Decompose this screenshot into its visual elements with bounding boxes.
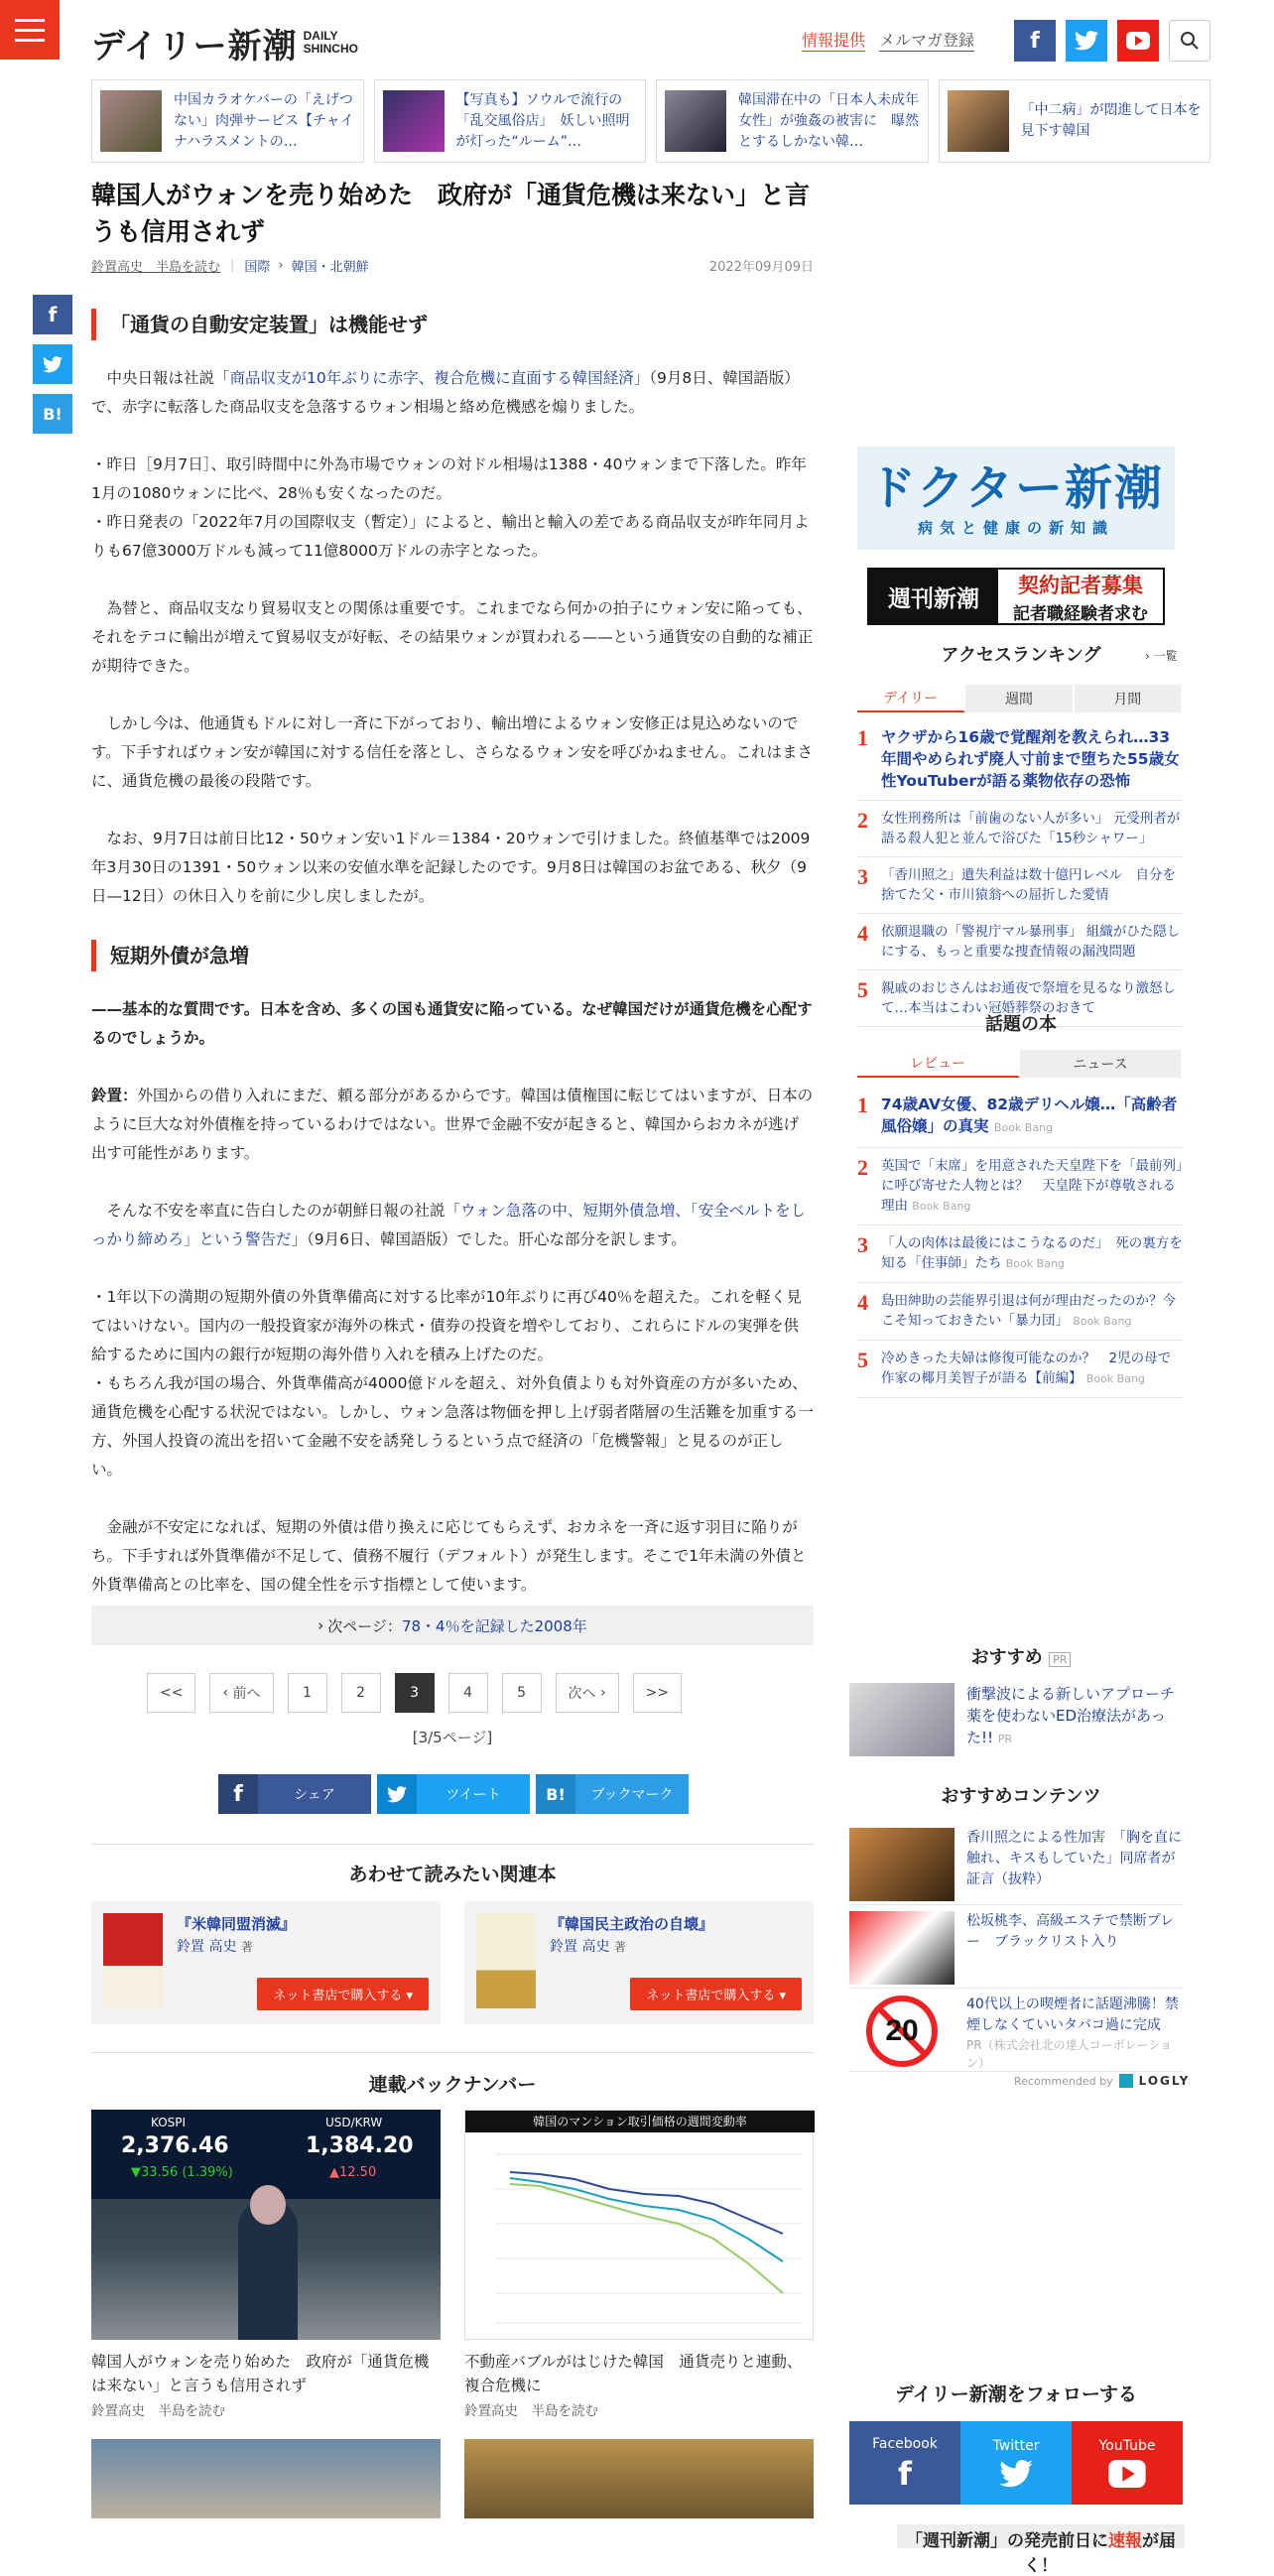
topic-books-title: 話題の本 (985, 1014, 1057, 1035)
facebook-icon[interactable]: f (1014, 20, 1056, 62)
search-icon[interactable] (1169, 20, 1210, 62)
tab-monthly[interactable]: 月間 (1075, 685, 1183, 712)
tab-review[interactable]: レビュー (857, 1050, 1020, 1078)
facebook-share-button[interactable]: f シェア (218, 1774, 371, 1814)
paragraph: 為替と、商品収支なり貿易収支との関係は重要です。これまでなら何かの拍子にウォン安に陥っても、それをテコに輸出が増えて貿易収支が好転、その結果ウォンが買われる——という通貨安の自動的な補正が期待できた。 (91, 599, 814, 675)
follow-twitter-button[interactable]: Twitter (960, 2421, 1072, 2505)
book-title[interactable]: 『米韓同盟消滅』 (177, 1915, 297, 1933)
source-link[interactable]: ウォン急落の中、短期外債急増、「安全ベルトをしっかり締めろ」という警告だ (91, 1202, 807, 1248)
book-item[interactable]: 5 冷めきった夫婦は修復可能なのか？ 2児の母で作家の椰月美智子が語る【前編】 Book Bang (857, 1341, 1183, 1398)
buy-button[interactable]: ネット書店で購入する ▾ (630, 1978, 802, 2010)
backnumber-image (91, 2439, 441, 2518)
recommend-title: おすすめ PR (857, 1643, 1185, 1669)
top-card[interactable] (91, 79, 364, 163)
backnumber-author: 鈴置高史 半島を読む (91, 2403, 225, 2419)
question: ——基本的な質問です。日本を含め、多くの国も通貨安に陥っている。なぜ韓国だけが通貨危機を心配するのでしょうか。 (91, 1000, 813, 1047)
backnumber-title: 連載バックナンバー (368, 2074, 537, 2096)
ranking-title: アクセスランキング (941, 645, 1101, 666)
twitter-icon (999, 2460, 1033, 2488)
chevron-right-icon: › (1145, 649, 1154, 663)
topic-books-list (857, 1086, 1183, 1398)
hatena-bookmark-button[interactable]: B! ブックマーク (536, 1774, 689, 1814)
book-title[interactable]: 『韓国民主政治の自壊』 (550, 1915, 714, 1933)
paragraph: ・昨日［9月7日］、取引時間中に外為市場でウォンの対ドル相場は1388・40ウォンまで下落した。昨年1月の1080ウォンに比べ、28％も安くなったのだ。 (91, 455, 807, 502)
book-cover[interactable] (103, 1913, 163, 2008)
subcategory-link[interactable]: 韓国・北朝鮮 (291, 260, 369, 275)
recruitment-banner[interactable]: 週刊新潮 契約記者募集 記者職経験者求む (867, 568, 1165, 625)
ranking-list (857, 718, 1183, 1027)
facebook-icon: f (898, 2455, 912, 2493)
twitter-share-button[interactable]: ツイート (377, 1774, 530, 1814)
recommend-item[interactable]: 衝撃波による新しいアプローチ 薬を使わないED治療法があった!! PR (849, 1683, 1183, 1756)
book-cover[interactable] (476, 1913, 536, 2008)
twitter-icon (377, 1774, 417, 1814)
next-page-title[interactable]: 78・4％を記録した2008年 (401, 1616, 587, 1635)
youtube-icon[interactable] (1117, 20, 1159, 62)
tab-news[interactable]: ニュース (1020, 1050, 1183, 1078)
follow-facebook-button[interactable]: Facebook f (849, 2421, 960, 2505)
content-thumb (849, 1828, 955, 1901)
backnumber-item[interactable] (464, 2110, 814, 2419)
paragraph: ・もちろん我が国の場合、外貨準備高が4000億ドルを超え、対外負債よりも対外資産の方が多いため、通貨危機を心配する状況ではない。しかし、ウォン急落は物価を押し上げ弱者階層の生活難を加重する一方、外国人投資の流出を招いて金融不安を誘発しうるという点で経済の「危機警報」と見るのが正しい。 (91, 1374, 814, 1479)
article-body (91, 303, 814, 1628)
chevron-right-icon: › (318, 1616, 324, 1634)
source-link[interactable]: 商品収支が10年ぶりに赤字、複合危機に直面する韓国経済 (229, 369, 634, 387)
recommended-content-title: おすすめコンテンツ (941, 1786, 1101, 1807)
youtube-icon (1107, 2460, 1147, 2488)
hatena-bookmark-icon[interactable]: B! (33, 394, 72, 434)
prev-page-button[interactable]: ‹ 前へ (209, 1673, 273, 1713)
top-card-title: 「中二病」が悶進して日本を見下す韓国 (1020, 102, 1202, 139)
content-thumb (849, 1995, 955, 2068)
follow-title: デイリー新潮をフォローする (895, 2383, 1137, 2405)
book-item[interactable]: 1 74歳AV女優、82歳デリヘル嬢…「高齢者風俗嬢」の真実 Book Bang (857, 1086, 1183, 1148)
chevron-left-icon: ‹ (222, 1685, 233, 1701)
chevron-right-icon: › (595, 1685, 606, 1701)
menu-button[interactable] (0, 0, 60, 60)
section-heading: 短期外債が急増 (91, 940, 814, 971)
page-2[interactable]: 2 (341, 1673, 381, 1713)
answer: 鈴置：外国からの借り入れにまだ、頼る部分があるからです。韓国は債権国に転じてはいますが、日本のように巨大な対外債権を持っているわけではない。世界で金融不安が起きると、韓国からおカネが逃げ出す可能性があります。 (91, 1087, 814, 1162)
content-item[interactable]: 松坂桃李、高級エステで禁断プレー ブラックリスト入り (849, 1909, 1183, 1989)
content-item[interactable]: 20 40代以上の喫煙者に話題沸騰！禁煙しなくていいタバコ過に完成 PR（株式会社北の達人コーポレーション） (849, 1993, 1183, 2072)
paragraph: そんな不安を率直に告白したのが朝鮮日報の社説「ウォン急落の中、短期外債急増、「安全ベルトをしっかり締めろ」という警告だ」（9月6日、韓国語版）でした。肝心な部分を訳します。 (91, 1202, 807, 1248)
top-card[interactable] (656, 79, 929, 163)
backnumber-image: KOSPI 2,376.46 ▼33.56 (1.39%) USD/KRW 1,384.20 ▲12.50 (91, 2110, 441, 2340)
twitter-share-icon[interactable] (33, 344, 72, 384)
book-item[interactable]: 3 「人の肉体は最後にはこうなるのだ」 死の裏方を知る「住事師」たち Book Bang (857, 1225, 1183, 1283)
ranking-more-link[interactable]: › 一覧 (1145, 649, 1178, 663)
top-card[interactable] (374, 79, 647, 163)
series-link[interactable]: 鈴置高史 半島を読む (91, 260, 221, 275)
recommend-thumb (849, 1683, 955, 1756)
top-card-thumb (948, 90, 1009, 152)
first-page-button[interactable]: << (147, 1673, 195, 1713)
page-4[interactable]: 4 (448, 1673, 488, 1713)
next-page-button[interactable]: 次へ › (556, 1673, 619, 1713)
caret-down-icon: ▾ (779, 1989, 786, 2003)
doctor-shincho-banner[interactable]: ドクター新潮 病気と健康の新知識 (857, 447, 1175, 550)
newsletter-link[interactable]: メルマガ登録 (879, 28, 974, 52)
paragraph: ・昨日発表の「2022年7月の国際収支（暫定）」によると、輸出と輸入の差である商品収支が昨年同月よりも67億3000万ドルも減って11億8000万ドルの赤字となった。 (91, 513, 810, 560)
backnumber-headline[interactable]: 不動産バブルがはじけた韓国 通貨売りと連動、複合危機に (464, 2353, 803, 2394)
backnumber-item[interactable] (91, 2439, 441, 2518)
page-5[interactable]: 5 (502, 1673, 542, 1713)
twitter-icon[interactable] (1066, 20, 1107, 62)
tab-daily[interactable]: デイリー (857, 685, 965, 712)
category-link[interactable]: 国際 (244, 260, 271, 275)
ranking-item[interactable]: 1 ヤクザから16歳で覚醒剤を教えられ…33年間やめられず廃人寸前まで堕ちた55歳女性YouTuberが語る薬物依存の恐怖 (857, 718, 1183, 801)
caret-down-icon: ▾ (406, 1989, 413, 2003)
top-card-thumb (100, 90, 162, 152)
logo-en: DAILY SHINCHO (303, 29, 358, 56)
article-date: 2022年09月09日 (708, 260, 814, 275)
logly-icon (1119, 2074, 1133, 2088)
related-book (91, 1901, 441, 2024)
recommended-by: Recommended by LOGLY (1014, 2074, 1191, 2088)
paragraph: しかし今は、他通貨もドルに対し一斉に下がっており、輸出増によるウォン安修正は見込めないのです。下手すればウォン安が韓国に対する信任を落とし、さらなるウォン安を呼びかねません。これはまさに、通貨危機の最後の段階です。 (91, 714, 813, 790)
top-card-thumb (383, 90, 445, 152)
content-item[interactable]: 香川照之による性加害 「胸を直に触れ、キスもしていた」同席者が証言（抜粋） (849, 1826, 1183, 1905)
backnumber-item[interactable] (464, 2439, 814, 2518)
book-item[interactable]: 2 英国で「末席」を用意された天皇陛下を「最前列」に呼び寄せた人物とは？ 天皇陛下が尊敬される理由 Book Bang (857, 1148, 1183, 1225)
tab-weekly[interactable]: 週間 (965, 685, 1074, 712)
book-item[interactable]: 4 島田紳助の芸能界引退は何が理由だったのか？今こそ知っておきたい「暴力団」 Book Bang (857, 1283, 1183, 1341)
recommended-content-list (849, 1826, 1183, 2076)
subscription-banner[interactable]: 「週刊新潮」の発売前日に速報が届く！ (897, 2524, 1185, 2548)
svg-text:20: 20 (885, 2014, 919, 2047)
paragraph: なお、9月7日は前日比12・50ウォン安い1ドル＝1384・20ウォンで引けました。終値基準では2009年3月30日の1391・50ウォン以来の安値水準を記録したのです。9月8日は韓国のお盆である、秋夕（9日—12日）の休日入りを前に少し戻しましたが。 (91, 830, 811, 905)
book-author: 鈴置 高史 著 (177, 1939, 253, 1955)
logo-jp: デイリー新潮 (91, 26, 298, 66)
related-book (464, 1901, 814, 2024)
next-page-link[interactable]: › 次ページ： 78・4％を記録した2008年 (91, 1606, 814, 1645)
top-card-title: 中国カラオケバーの「えげつない」肉弾サービス【チャイナハラスメントの… (174, 91, 354, 150)
buy-button[interactable]: ネット書店で購入する ▾ (257, 1978, 429, 2010)
chevron-right-icon: › (278, 258, 284, 273)
last-page-button[interactable]: >> (633, 1673, 682, 1713)
paragraph: 中央日報は社説「商品収支が10年ぶりに赤字、複合危機に直面する韓国経済」（9月8日、韓国語版）で、赤字に転落した商品収支を急落するウォン相場と絡め危機感を煽りました。 (91, 369, 800, 416)
top-card-title: 韓国滞在中の「日本人未成年女性」が強姦の被害に 曝然とするしかない韓… (738, 91, 919, 150)
facebook-icon: f (218, 1774, 258, 1814)
backnumber-headline[interactable]: 韓国人がウォンを売り始めた 政府が「通貨危機は来ない」と言うも信用されず (91, 2353, 430, 2394)
pagination (147, 1673, 682, 1713)
page-3-current[interactable]: 3 (395, 1673, 435, 1713)
info-link[interactable]: 情報提供 (802, 28, 865, 52)
paragraph: 金融が不安定になれば、短期の外債は借り換えに応じてもらえず、おカネを一斉に返す羽目に陥りがち。下手すれば外貨準備が不足して、債務不履行（デフォルト）が発生します。そこで1年未満の外債と外貨準備高との比率を、国の健全性を示す指標として使います。 (91, 1518, 807, 1594)
top-card-thumb (665, 90, 726, 152)
ranking-item[interactable]: 4 依願退職の「警視庁マル暴刑事」 組織がひた隠しにする、もっと重要な捜査情報の漏洩問題 (857, 914, 1183, 970)
related-books-title: あわせて読みたい関連本 (348, 1864, 557, 1885)
backnumber-item[interactable] (91, 2110, 441, 2419)
ranking-item[interactable]: 2 女性刑務所は「前歯のない人が多い」 元受刑者が語る殺人犯と並んで浴びた「15秒シャワー」 (857, 801, 1183, 857)
backnumber-image (464, 2439, 814, 2518)
backnumber-author: 鈴置高史 半島を読む (464, 2403, 598, 2419)
facebook-share-icon[interactable]: f (33, 295, 72, 334)
top-card-title: 【写真も】ソウルで流行の「乱交風俗店」 妖しい照明が灯った“ルーム”… (455, 91, 630, 150)
ranking-item[interactable]: 5 親戚のおじさんはお通夜で祭壇を見るなり激怒して…本当はこわい冠婚葬祭のおきて (857, 970, 1183, 1027)
hatena-bookmark-icon: B! (536, 1774, 575, 1814)
book-author: 鈴置 高史 著 (550, 1939, 626, 1955)
paragraph: ・1年以下の満期の短期外債の外貨準備高に対する比率が10年ぶりに再び40％を超えた。これを軽く見てはいけない。国内の一般投資家が海外の株式・債券の投資を増やしており、これらにドルの実弾を供給するために国内の銀行が短期の海外借り入れを積み上げたのだ。 (91, 1288, 802, 1363)
section-heading: 「通貨の自動安定装置」は機能せず (91, 309, 814, 340)
page-1[interactable]: 1 (288, 1673, 327, 1713)
article-title: 韓国人がウォンを売り始めた 政府が「通貨危機は来ない」と言うも信用されず (91, 181, 811, 246)
follow-youtube-button[interactable]: YouTube (1072, 2421, 1183, 2505)
top-card[interactable] (939, 79, 1211, 163)
backnumber-image: 韓国のマンション取引価格の週間変動率 (464, 2110, 814, 2340)
ranking-item[interactable]: 3 「香川照之」遺失利益は数十億円レベル 自分を捨てた父・市川猿翁への屈折した愛情 (857, 857, 1183, 914)
page-info: [3/5ページ] (412, 1729, 493, 1746)
site-logo[interactable] (91, 20, 358, 65)
article-meta: 鈴置高史 半島を読む | 国際 › 韓国・北朝鮮 2022年09月09日 (91, 258, 814, 275)
content-thumb (849, 1911, 955, 1985)
